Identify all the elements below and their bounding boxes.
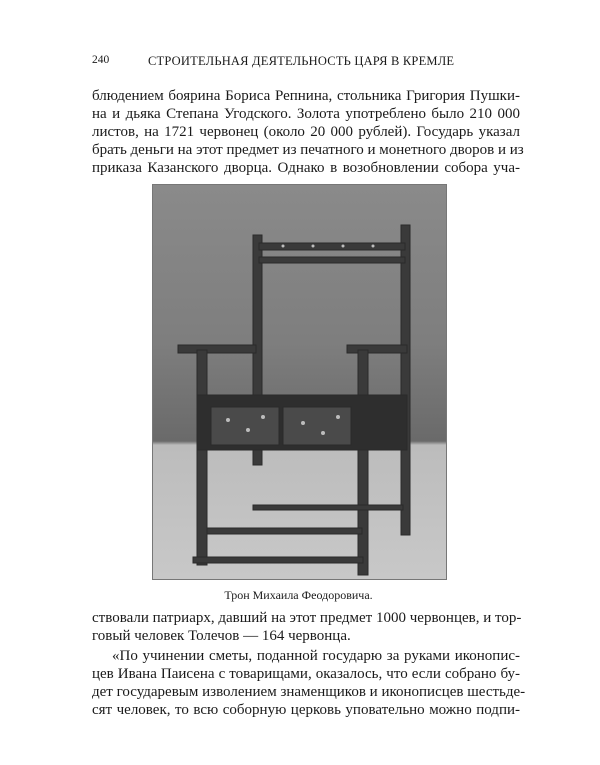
- text-line: приказа Казанского дворца. Однако в возобновлении собора уча-: [92, 160, 520, 176]
- page-header: [92, 54, 532, 70]
- running-title: СТРОИТЕЛЬНАЯ ДЕЯТЕЛЬНОСТЬ ЦАРЯ В КРЕМЛЕ: [148, 54, 455, 68]
- text-line: ствовали патриарх, давший на этот предмет 1000 червонцев, и тор-: [92, 610, 522, 626]
- text-line: блюдением боярина Бориса Репнина, стольника Григория Пушки-: [92, 88, 520, 104]
- figure-caption: Трон Михаила Феодоровича.: [224, 588, 373, 602]
- text-line: листов, на 1721 червонец (около 20 000 рублей). Государь указал: [92, 124, 520, 140]
- text-line: брать деньги на этот предмет из печатного и монетного дворов и из: [92, 142, 524, 158]
- throne-photograph: [152, 184, 447, 580]
- text-line: дет государевым изволением знаменщиков и иконописцев шестьде-: [92, 684, 526, 700]
- text-line: сят человек, то всю соборную церковь уповательно можно подпи-: [92, 702, 520, 718]
- page-number: 240: [92, 54, 110, 66]
- text-line: говый человек Толечов — 164 червонца.: [92, 628, 351, 644]
- throne-chair-icon: [153, 185, 446, 579]
- text-line: на и дьяка Степана Угодского. Золота употреблено было 210 000: [92, 106, 520, 122]
- text-line: «По учинении сметы, поданной государю за руками иконопис-: [112, 648, 520, 664]
- text-line: цев Ивана Паисена с товарищами, оказалось, что если собрано бу-: [92, 666, 520, 682]
